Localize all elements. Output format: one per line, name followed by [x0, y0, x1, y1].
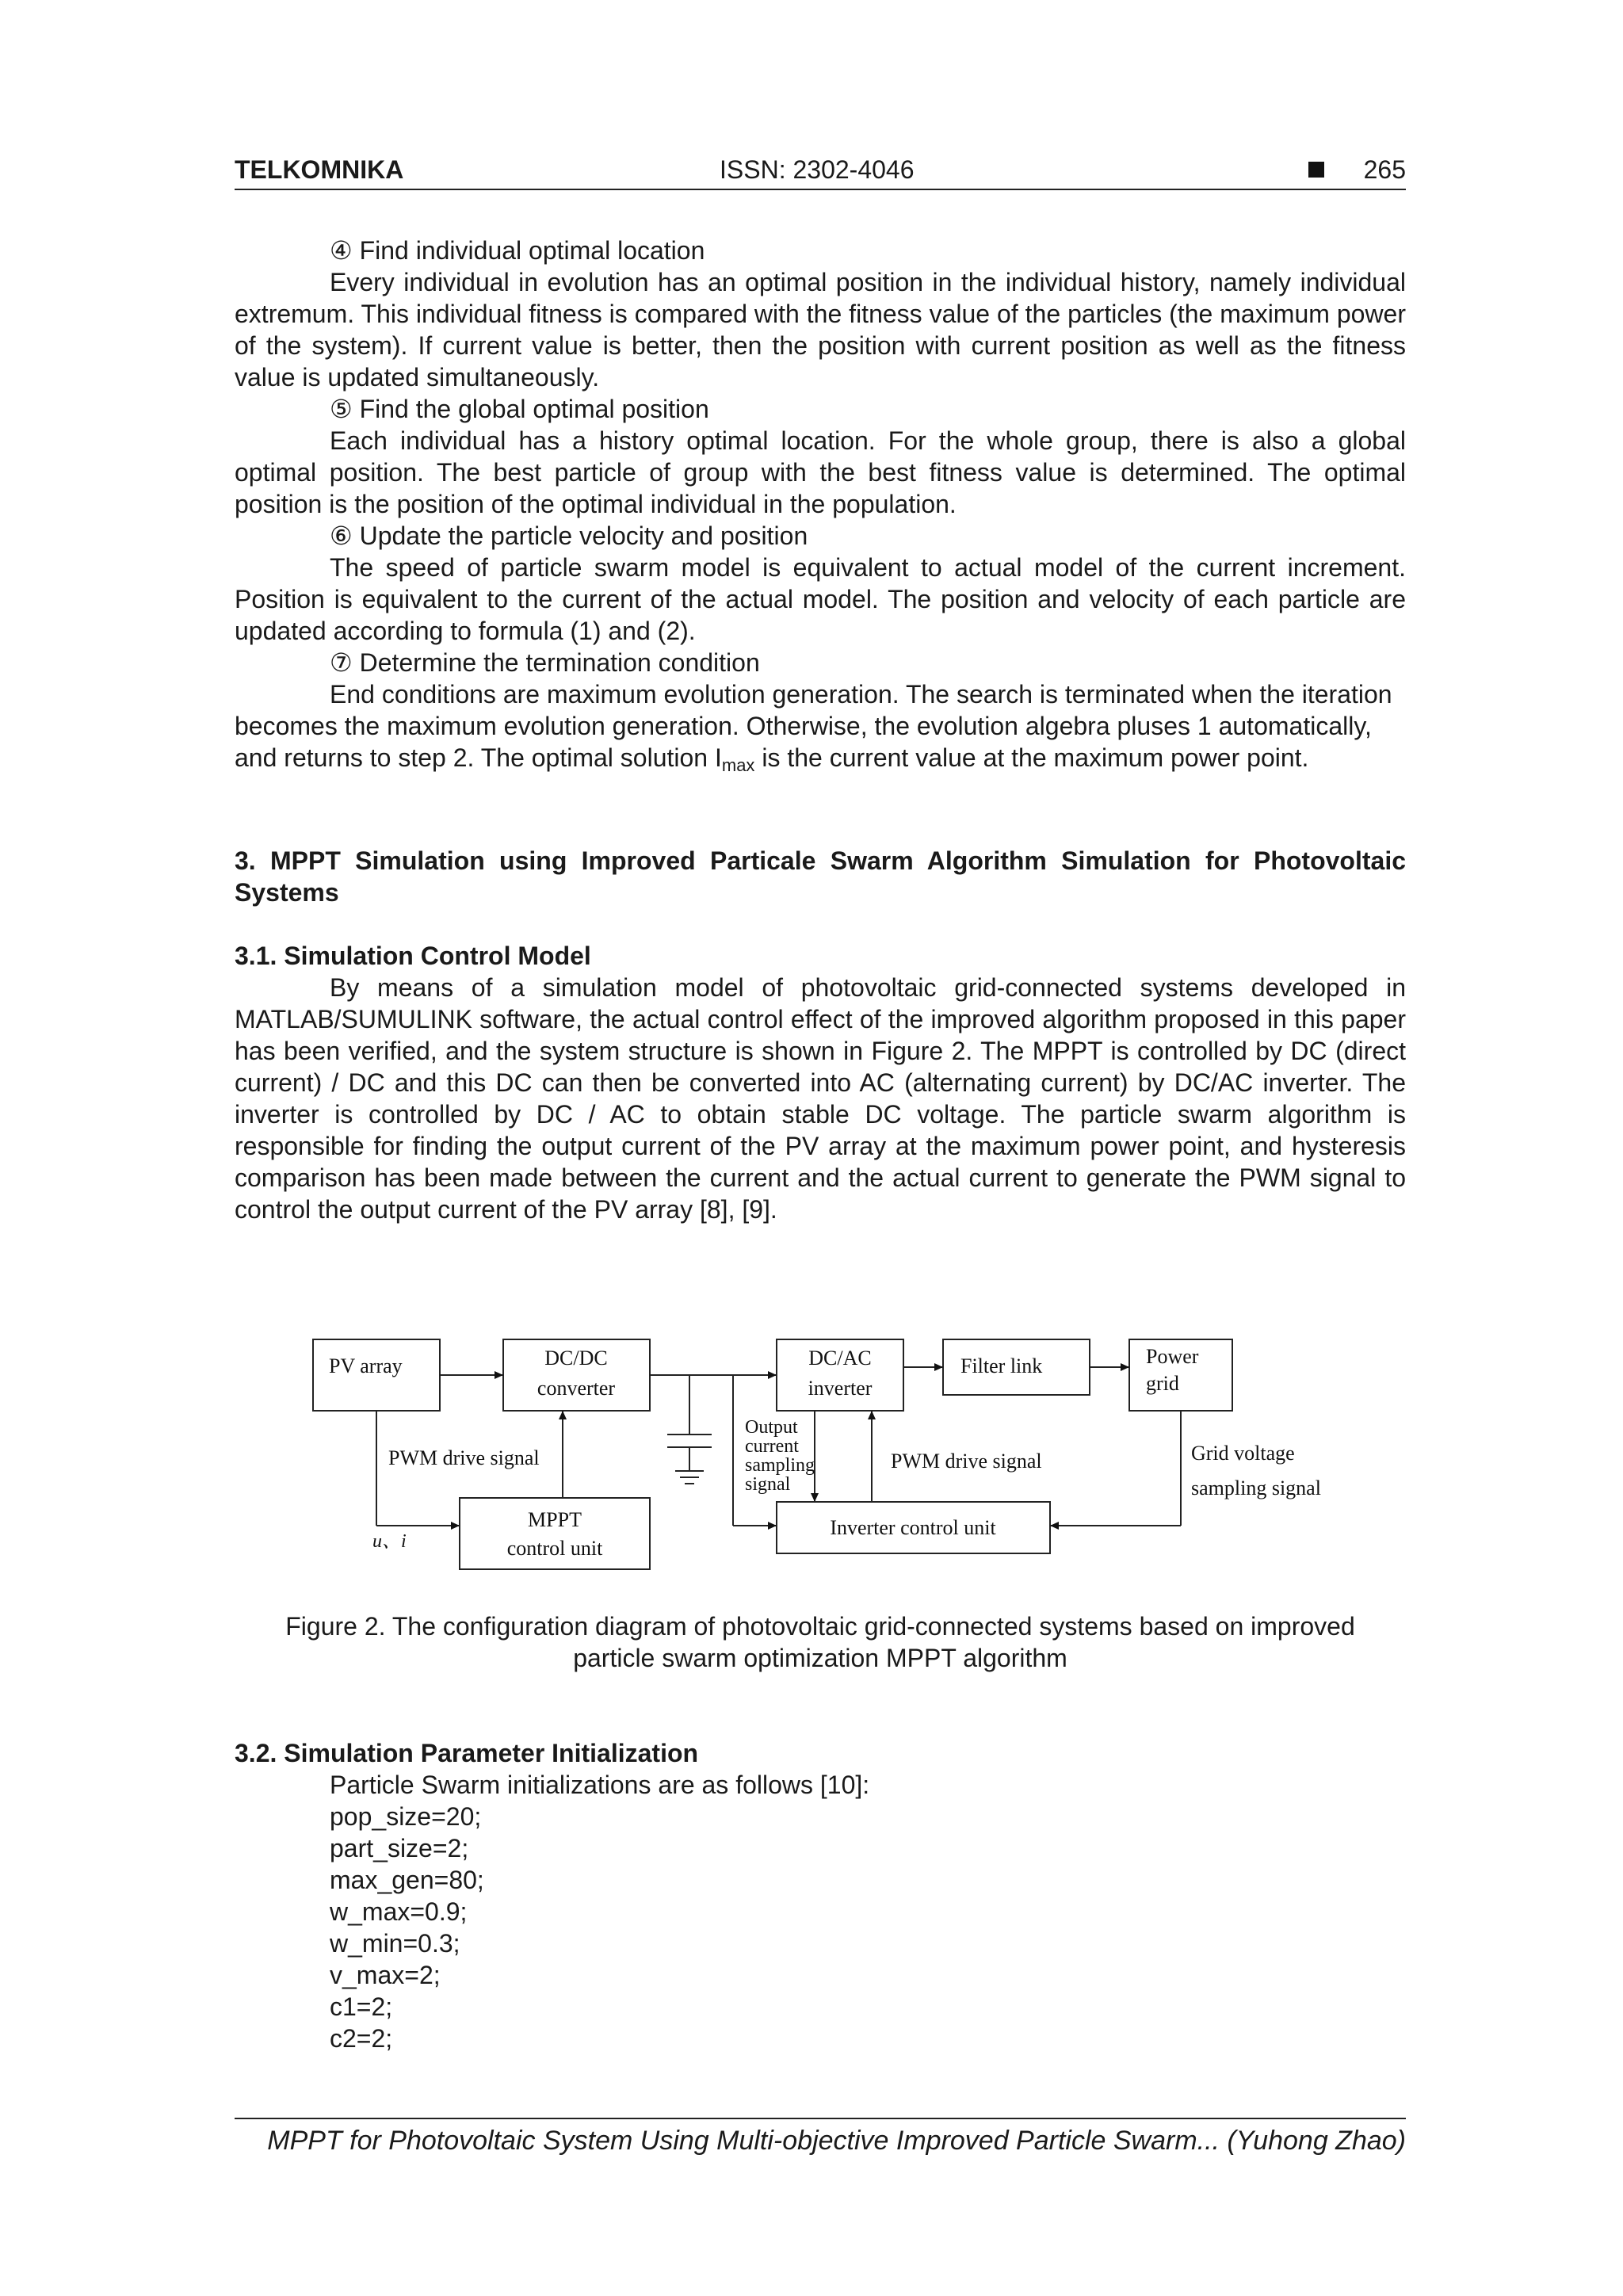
step-7-text-before: End conditions are maximum evolution generation. The search is terminated when the iteration becomes the maximum evolution generation. Otherwise, the evolution algebra pluses 1 automatically, and returns to step 2. The optimal solution I: [235, 680, 1392, 772]
param-max-gen: max_gen=80;: [330, 1866, 484, 1894]
param-w-max: w_max=0.9;: [330, 1897, 468, 1926]
figure-2-diagram: [301, 1331, 1363, 1585]
dcac-label-line2: inverter: [808, 1377, 873, 1400]
param-c2: c2=2;: [330, 2024, 393, 2053]
power-grid-label-line1: Power: [1146, 1345, 1199, 1368]
dcdc-label-line1: DC/DC: [544, 1347, 608, 1370]
mppt-label-line1: MPPT: [528, 1508, 582, 1531]
caption-line-1: Figure 2. The configuration diagram of photovoltaic grid-connected systems based on improved: [285, 1612, 1355, 1641]
caption-line-2: particle swarm optimization MPPT algorithm: [573, 1644, 1067, 1672]
mppt-label-line2: control unit: [506, 1537, 603, 1560]
body-text: [235, 235, 1406, 1225]
running-footer: MPPT for Photovoltaic System Using Multi-objective Improved Particle Swarm... (Yuhong Zhao): [267, 2126, 1406, 2156]
pv-array-label: PV array: [329, 1354, 403, 1377]
section-3-heading: 3. MPPT Simulation using Improved Particale Swarm Algorithm Simulation for Photovoltaic Systems: [235, 846, 1406, 907]
param-c1: c1=2;: [330, 1992, 393, 2021]
filter-link-label: Filter link: [960, 1354, 1043, 1377]
dcac-label-line1: DC/AC: [808, 1347, 872, 1370]
section-3-1-heading: 3.1. Simulation Control Model: [235, 942, 591, 970]
pwm-drive-right-label: PWM drive signal: [891, 1450, 1042, 1473]
square-bullet-icon: [1308, 162, 1324, 178]
pwm-drive-left-label: PWM drive signal: [388, 1446, 540, 1469]
output-current-label-line1: Output: [745, 1417, 798, 1438]
param-part-size: part_size=2;: [330, 1834, 469, 1862]
step-4-paragraph: Every individual in evolution has an optimal position in the individual history, namely individual extremum. This individual fitness is compared with the fitness value of the particles (the maximum power of the system). If current value is better, then the position with current position as well as the fitness value is updated simultaneously.: [235, 268, 1406, 392]
header-rule: [235, 189, 1406, 190]
section-3-1-paragraph: By means of a simulation model of photovoltaic grid-connected systems developed in MATLAB/SUMULINK software, the actual control effect of the improved algorithm proposed in this paper has been verified, and the system structure is shown in Figure 2. The MPPT is controlled by DC (direct current) / DC and this DC can then be converted into AC (alternating current) by DC/AC inverter. The inverter is controlled by DC / AC to obtain stable DC voltage. The particle swarm algorithm is responsible for finding the output current of the PV array at the maximum power point, and hysteresis comparison has been made between the current and the actual current to generate the PWM signal to control the output current of the PV array [8], [9].: [235, 973, 1406, 1224]
step-5-paragraph: Each individual has a history optimal location. For the whole group, there is also a global optimal position. The best particle of group with the best fitness value is determined. The optimal position is the position of the optimal individual in the population.: [235, 426, 1406, 518]
issn: ISSN: 2302-4046: [720, 155, 915, 184]
output-current-label-line2: current: [745, 1436, 799, 1457]
inverter-control-label: Inverter control unit: [830, 1516, 996, 1539]
step-7-text-after: is the current value at the maximum power point.: [754, 743, 1309, 772]
step-7-title: ⑦ Determine the termination condition: [330, 648, 760, 677]
dcdc-label-line2: converter: [537, 1377, 616, 1400]
param-w-min: w_min=0.3;: [330, 1929, 460, 1958]
step-5-title: ⑤ Find the global optimal position: [330, 395, 709, 423]
param-pop-size: pop_size=20;: [330, 1802, 482, 1831]
ui-signal-label: u、i: [372, 1531, 407, 1552]
imax-subscript: max: [721, 755, 755, 775]
section-3-2-heading: 3.2. Simulation Parameter Initialization: [235, 1739, 699, 1767]
running-header: [235, 155, 1406, 190]
page-number: 265: [1363, 155, 1406, 184]
output-current-label-line3: sampling: [745, 1455, 815, 1476]
step-6-paragraph: The speed of particle swarm model is equivalent to actual model of the current increment. Position is equivalent to the current of the actual model. The position and velocity of each particle are updated according to formula (1) and (2).: [235, 553, 1406, 645]
grid-voltage-label-line1: Grid voltage: [1191, 1442, 1295, 1465]
section-3-2-intro: Particle Swarm initializations are as follows [10]:: [330, 1771, 870, 1799]
step-6-title: ⑥ Update the particle velocity and position: [330, 521, 808, 550]
section-3-2: [235, 1737, 1406, 2054]
step-4-title: ④ Find individual optimal location: [330, 236, 705, 265]
output-current-label-line4: signal: [745, 1474, 791, 1495]
power-grid-label-line2: grid: [1146, 1372, 1179, 1395]
grid-voltage-label-line2: sampling signal: [1191, 1477, 1321, 1499]
figure-2-caption: [235, 1610, 1406, 1674]
step-7-paragraph: [235, 678, 1406, 781]
journal-name: TELKOMNIKA: [235, 155, 404, 184]
system-block-diagram: [301, 1331, 1363, 1585]
footer-rule: [235, 2118, 1406, 2119]
param-v-max: v_max=2;: [330, 1961, 441, 1989]
